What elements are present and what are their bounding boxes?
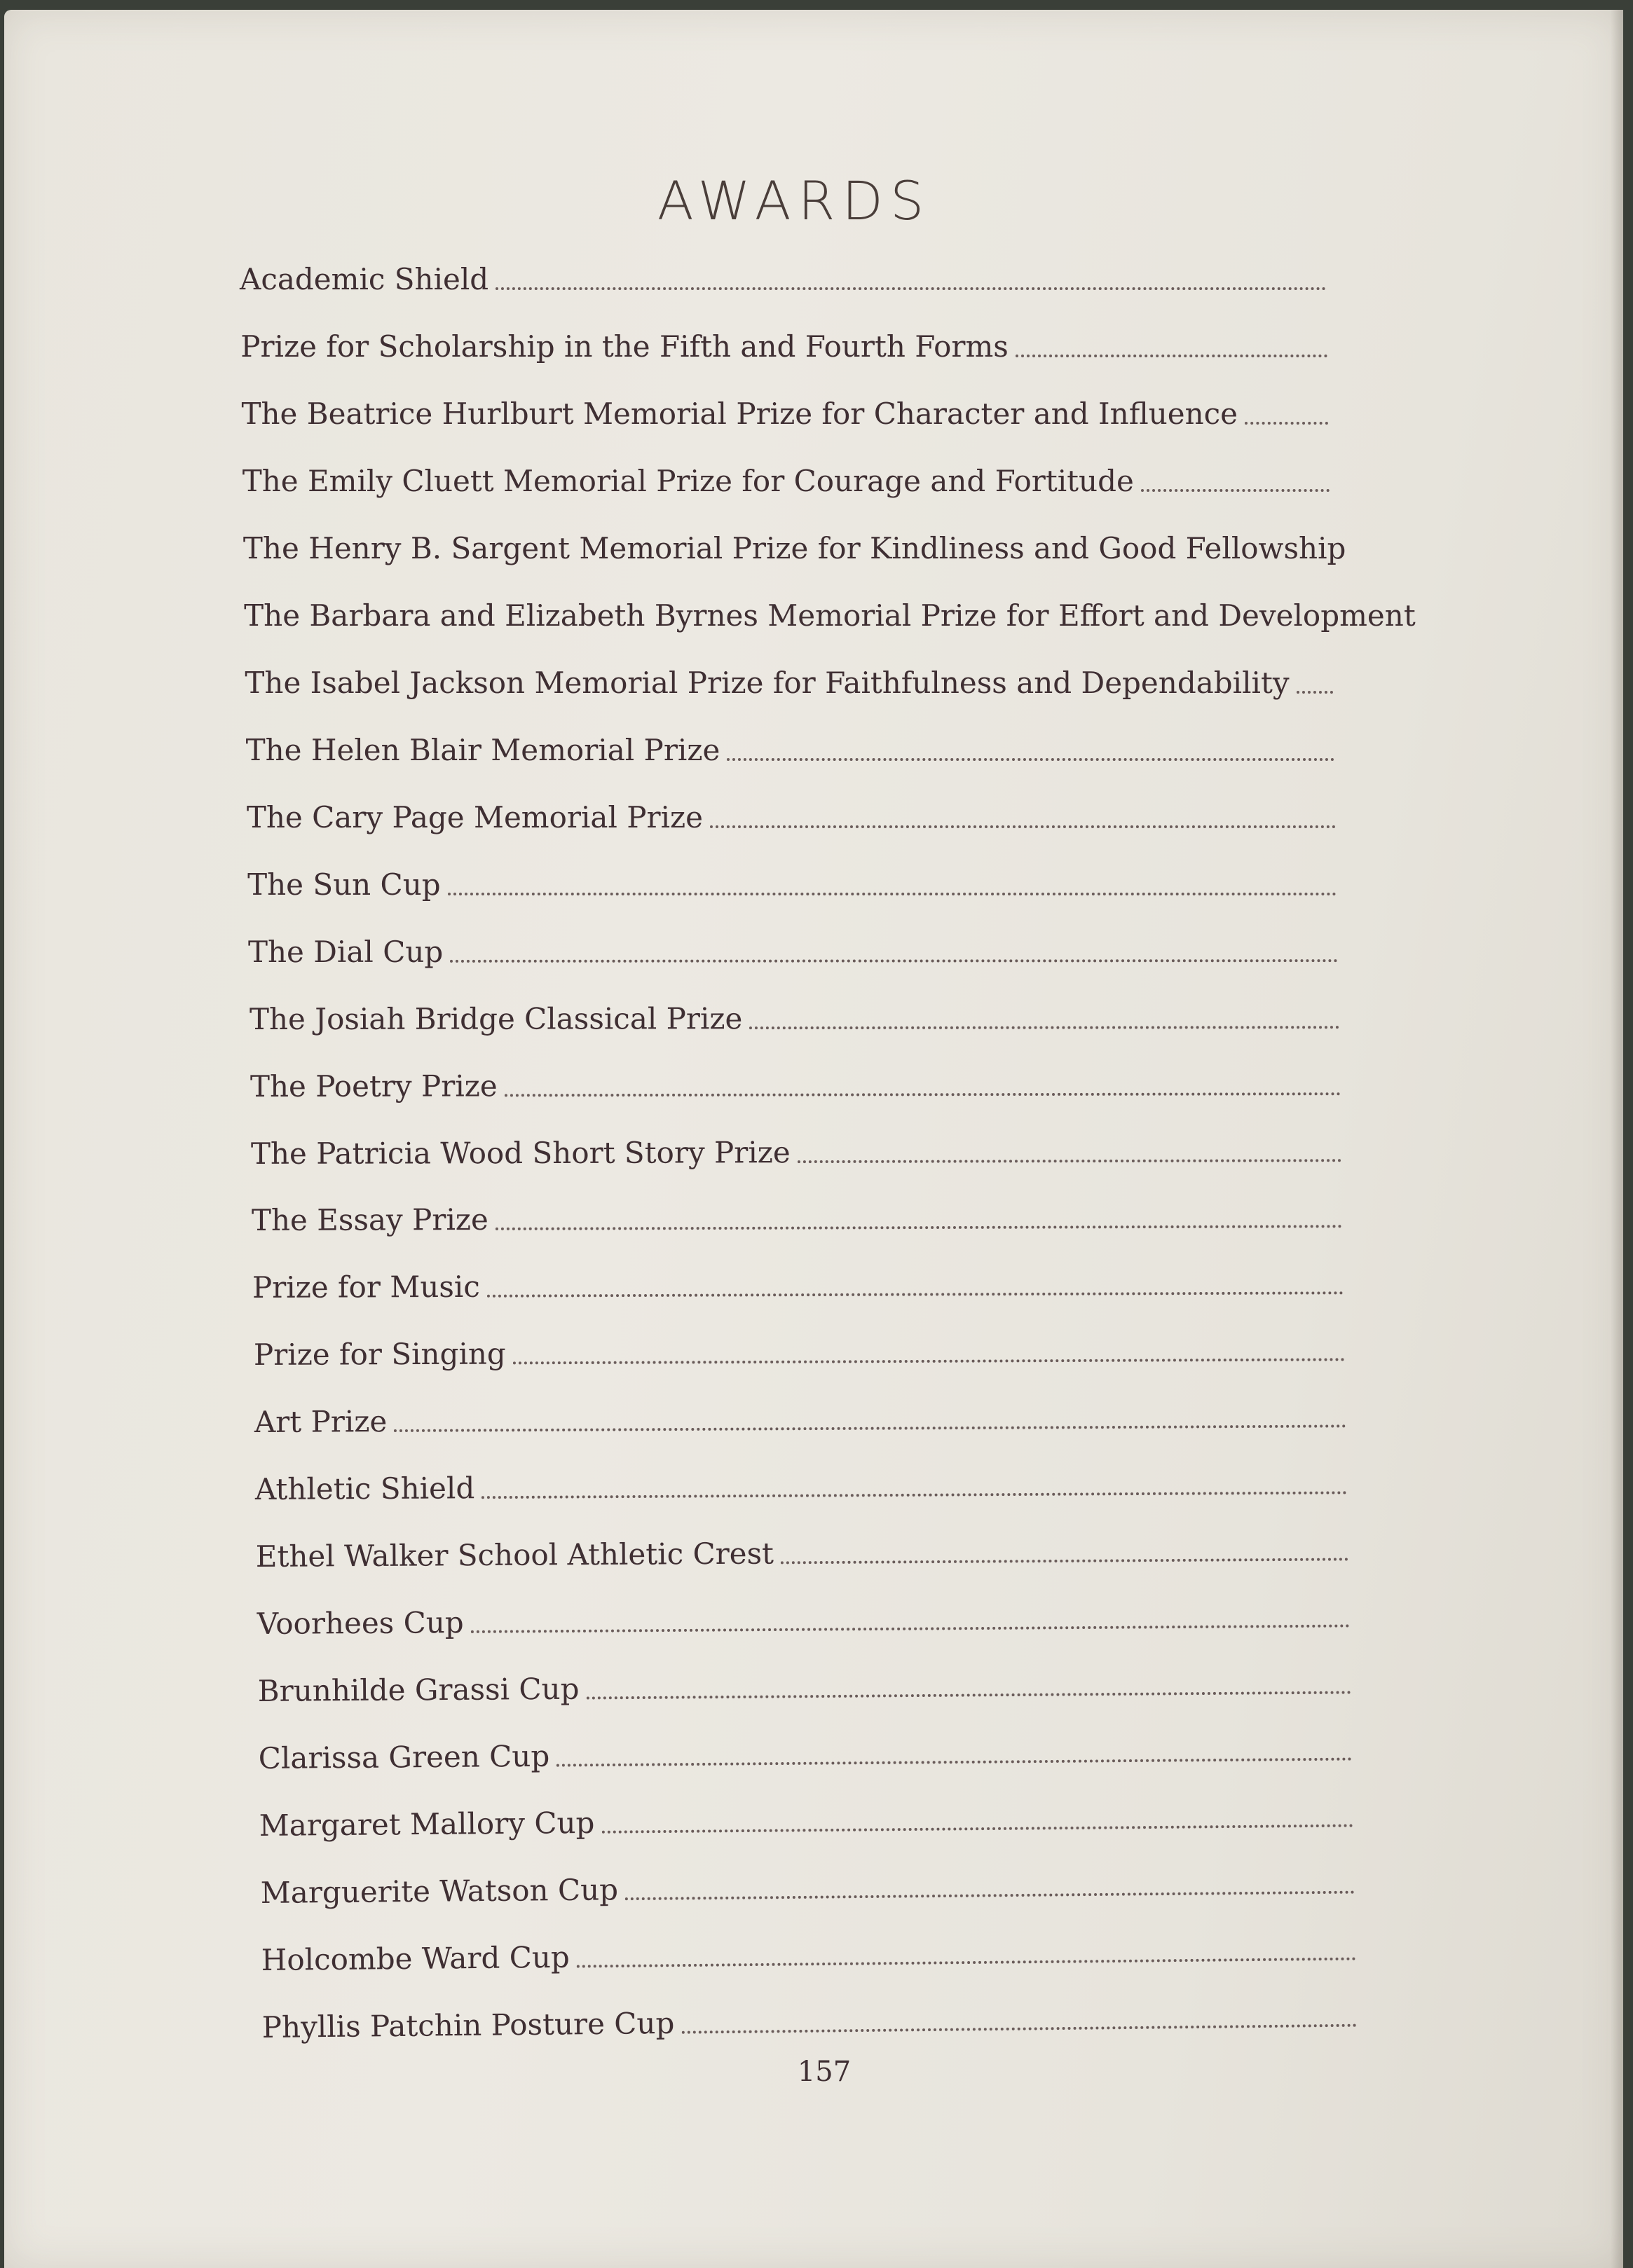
dot-leader (602, 1824, 1353, 1834)
award-name: The Josiah Bridge Classical Prize (249, 1001, 742, 1036)
award-name: The Barbara and Elizabeth Byrnes Memorial Prize for Effort and Development (244, 598, 1416, 633)
dot-leader (749, 1026, 1339, 1029)
award-row (255, 1452, 1348, 1508)
award-name: The Essay Prize (252, 1202, 489, 1238)
dot-leader (505, 1092, 1341, 1097)
award-name: Prize for Music (252, 1270, 481, 1305)
award-row (249, 987, 1339, 1037)
page-number: 157 (797, 2056, 852, 2088)
award-row (240, 248, 1326, 297)
dot-leader (727, 758, 1334, 761)
award-row (257, 1586, 1350, 1642)
dot-leader (586, 1691, 1351, 1700)
award-name: Art Prize (254, 1404, 388, 1440)
award-name: Holcombe Ward Cup (261, 1939, 570, 1978)
award-name: Athletic Shield (254, 1471, 475, 1507)
dot-leader (496, 1225, 1343, 1231)
award-name: Phyllis Patchin Posture Cup (261, 2005, 675, 2044)
award-row (261, 1985, 1357, 2045)
dot-leader (487, 1292, 1344, 1298)
dot-leader (1297, 691, 1334, 694)
award-name: The Henry B. Sargent Memorial Prize for Kindliness and Good Fellowship (242, 530, 1346, 565)
award-name: The Cary Page Memorial Prize (246, 799, 704, 834)
dot-leader (512, 1359, 1345, 1365)
award-row (246, 719, 1334, 768)
dot-leader (448, 893, 1337, 895)
award-row (252, 1186, 1343, 1239)
award-row (245, 652, 1333, 701)
award-name: The Beatrice Hurlburt Memorial Prize for Character and Influence (241, 396, 1238, 431)
award-name: The Emily Cluett Memorial Prize for Courage and Fortitude (242, 463, 1134, 498)
award-name: The Dial Cup (248, 934, 444, 969)
dot-leader (496, 287, 1326, 290)
dot-leader (556, 1758, 1352, 1767)
award-name: Marguerite Watson Cup (260, 1872, 618, 1911)
award-name: Prize for Scholarship in the Fifth and Fourth Forms (240, 329, 1009, 364)
dot-leader (577, 1958, 1356, 1968)
dot-leader (451, 959, 1338, 963)
award-name: The Patricia Wood Short Story Prize (250, 1134, 791, 1171)
dot-leader (1141, 489, 1330, 492)
award-name: The Sun Cup (247, 867, 441, 902)
award-row (260, 1852, 1355, 1911)
dot-leader (710, 825, 1336, 828)
dot-leader (470, 1625, 1349, 1633)
award-name: Clarissa Green Cup (258, 1738, 550, 1776)
award-name: Prize for Singing (253, 1336, 506, 1373)
book-page (4, 10, 1623, 2268)
award-row (259, 1785, 1353, 1843)
award-row (252, 1253, 1344, 1306)
award-name: Brunhilde Grassi Cup (257, 1671, 580, 1709)
award-row (256, 1519, 1348, 1575)
dot-leader (481, 1492, 1347, 1499)
awards-list (4, 10, 1623, 2268)
award-row (254, 1386, 1346, 1441)
award-name: Margaret Mallory Cup (259, 1805, 595, 1843)
award-row (257, 1652, 1351, 1709)
award-row (261, 1918, 1355, 1978)
award-row (250, 1053, 1341, 1104)
award-row (259, 1719, 1353, 1776)
award-name: The Helen Blair Memorial Prize (245, 732, 720, 767)
award-name: Academic Shield (240, 262, 489, 296)
dot-leader (781, 1558, 1348, 1565)
dot-leader (681, 2024, 1356, 2034)
dot-leader (625, 1891, 1355, 1901)
award-name: The Isabel Jackson Memorial Prize for Faithfulness and Dependability (245, 665, 1290, 700)
award-row (244, 584, 1416, 633)
dot-leader (1016, 355, 1327, 357)
award-row (251, 1120, 1341, 1171)
page-title: AWARDS (657, 170, 931, 232)
dot-leader (798, 1159, 1341, 1163)
award-row (248, 920, 1338, 970)
award-row (240, 315, 1327, 364)
award-name: Voorhees Cup (257, 1605, 464, 1642)
dot-leader (1245, 422, 1328, 425)
dot-leader (394, 1425, 1346, 1433)
award-row (247, 786, 1336, 835)
award-row (242, 450, 1330, 499)
award-name: The Poetry Prize (250, 1068, 498, 1104)
award-name: Ethel Walker School Athletic Crest (256, 1536, 774, 1574)
award-row (241, 383, 1328, 432)
award-row (247, 853, 1337, 902)
award-row (242, 517, 1346, 566)
award-row (253, 1319, 1345, 1373)
